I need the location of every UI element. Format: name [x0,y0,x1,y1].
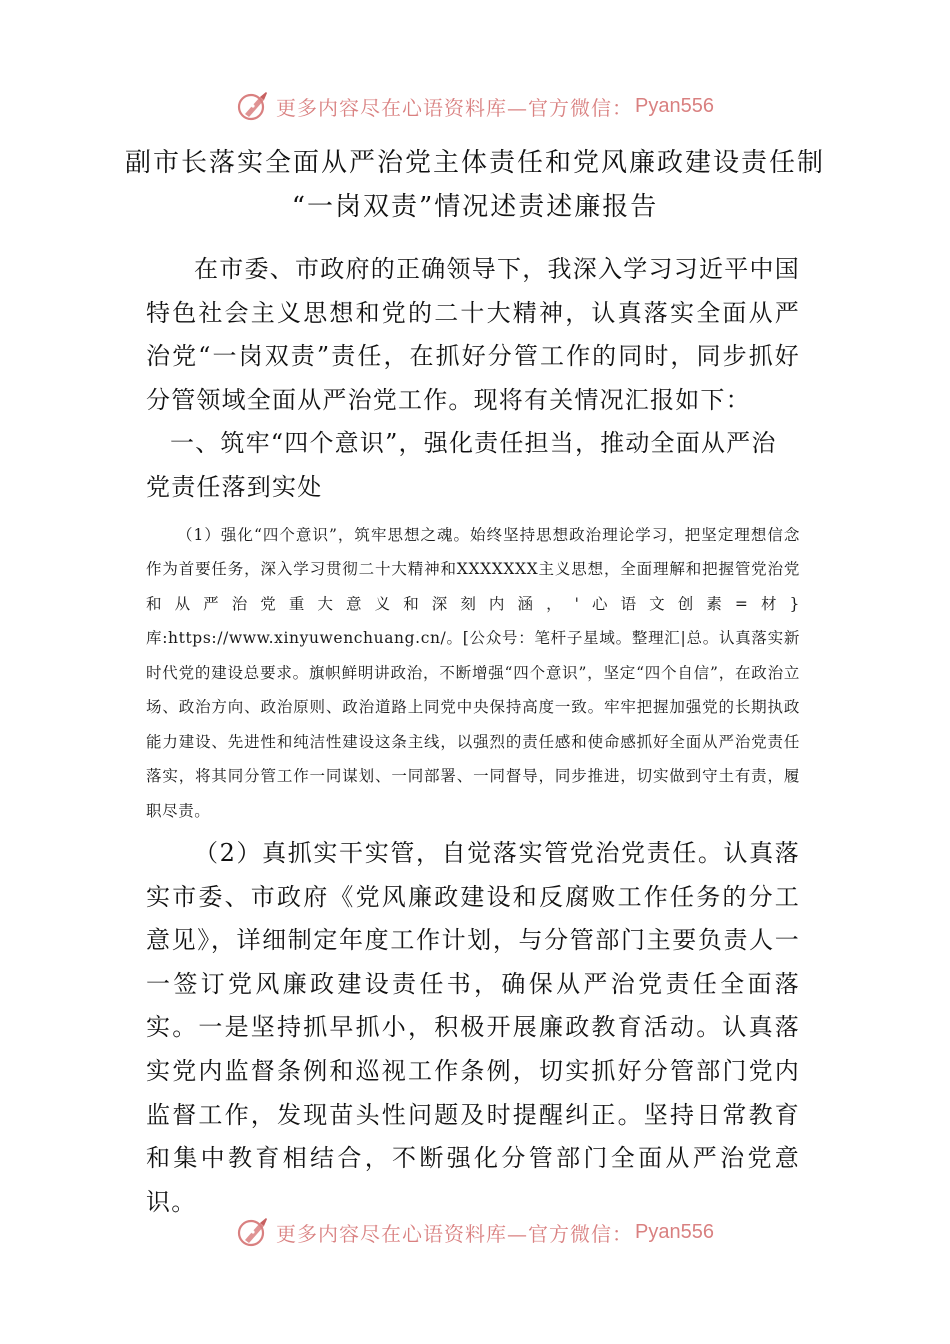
watermark-text: 更多内容尽在心语资料库—官方微信： [276,95,634,120]
document-body [146,248,800,1224]
document-subtitle: “一岗双责”情况述责述廉报告 [291,192,659,222]
header-watermark [0,84,950,128]
point-2-paragraph: （2）真抓实干实管，自觉落实管党治党责任。认真落实市委、市政府《党风廉政建设和反腐败工作任务的分工意见》，详细制定年度工作计划，与分管部门主要负责人一一签订党风廉政建设责任书，确保从严治党责任全面落实。一是坚持抓早抓小，积极开展廉政教育活动。认真落实党内监督条例和巡视工作条例，切实抓好分管部门党内监督工作，发现苗头性问题及时提醒纠正。坚持日常教育和集中教育相结合，不断强化分管部门全面从严治党意识。 [146,839,800,1216]
intro-paragraph: 在市委、市政府的正确领导下，我深入学习习近平中国特色社会主义思想和党的二十大精神，认真落实全面从严治党“一岗双责”责任，在抓好分管工作的同时，同步抓好分管领域全面从严治党工作。现将有关情况汇报如下： [146,255,800,414]
footer-watermark [0,1210,950,1254]
watermark-wechat-id: Pyan556 [635,94,714,117]
pen-nib-logo-icon [236,89,270,123]
section-heading-1: 一、筑牢“四个意识”，强化责任担当，推动全面从严治党责任落到实处 [146,429,777,501]
watermark-text: 更多内容尽在心语资料库—官方微信： [276,1221,634,1246]
point-1-paragraph: （1）强化“四个意识”，筑牢思想之魂。始终坚持思想政治理论学习，把坚定理想信念作为首要任务，深入学习贯彻二十大精神和XXXXXXX主义思想，全面理解和把握管党治党和从严治党重大意义和深刻内涵，'心语文创素=材}库:https://www.xinyuwenchuang.cn/。[公众号：笔杆子星域。整理汇|总。认真落实新时代党的建设总要求。旗帜鲜明讲政治，不断增强“四个意识”，坚定“四个自信”，在政治立场、政治方向、政治原则、政治道路上同党中央保持高度一致。牢牢把握加强党的长期执政能力建设、先进性和纯洁性建设这条主线，以强烈的责任感和使命感抓好全面从严治党责任落实，将其同分管工作一同谋划、一同部署、一同督导，同步推进，切实做到守土有责，履职尽责。 [146,525,800,820]
document-title: 副市长落实全面从严治党主体责任和党风廉政建设责任制 [124,148,825,178]
pen-nib-logo-icon [236,1215,270,1249]
watermark-wechat-id: Pyan556 [635,1220,714,1243]
